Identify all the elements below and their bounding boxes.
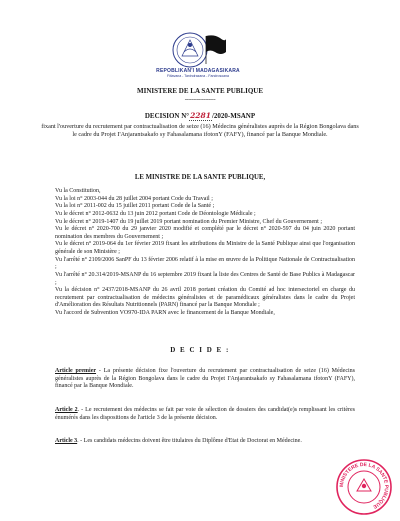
official-stamp-icon: [335, 458, 393, 516]
vu-item: Vu la Constitution,: [55, 188, 101, 194]
vus-list: [55, 188, 355, 318]
article-1-text: - La présente décision fixe l'ouverture du recrutement par contractualisation de seize (16) Médecins généralistes auprès de la Région Bongolava dans le cadre du Projet I'Anjarantsakafo sy Fahasalamana ifotonY (FAFY), financé par la Banque Mondiale.: [55, 368, 355, 390]
stamp-text: MINISTERE DE LA SANTE PUBLIQUE: [338, 461, 390, 510]
decision-suffix: /2020-MSANP: [211, 112, 256, 120]
decision-number: [0, 111, 400, 121]
vu-item: Vu l'arrêté n° 20.314/2019-MSANP du 16 septembre 2019 fixant la liste des Centres de Santé de Base Publics à Madagascar ;: [55, 271, 355, 286]
flag-icon: [206, 35, 226, 64]
article-3-head: Article 3: [55, 438, 78, 444]
republic-name: REPOBLIKAN'I MADAGASIKARA: [156, 68, 240, 74]
article-2: [55, 407, 355, 422]
national-emblem: [168, 30, 228, 70]
article-3-text: . - Les candidats médecins doivent être titulaires du Diplôme d'Etat de Doctorat en Médecine.: [77, 438, 302, 444]
decision-prefix: DECISION N°: [144, 112, 190, 120]
separator-line: ------------------: [184, 97, 216, 103]
minister-heading: LE MINISTRE DE LA SANTE PUBLIQUE,: [134, 174, 266, 181]
vu-item: Vu l'accord de Subvention VO970-IDA PARN avec le financement de la Banque Mondiale,: [55, 310, 275, 316]
handwritten-number: 2281: [190, 111, 211, 120]
vu-item: Vu le décret n° 2019-1407 du 19 juillet 2019 portant nomination du Premier Ministre, Chef du Gouvernement ;: [55, 218, 322, 225]
madagascar-seal-emblem-icon: [168, 30, 228, 70]
article-1: [55, 368, 355, 391]
article-1-head: Article premier: [55, 368, 97, 374]
decide-heading: D E C I D E :: [170, 346, 230, 354]
article-2-text: . - Le recrutement des médecins se fait par voie de sélection de dossiers des candidat(e)s remplissant les critères énumérés dans les dispositions de l'article 3 de la présente décision.: [55, 407, 355, 421]
vu-item: Vu la loi n° 2011-002 du 15 juillet 2011 portant Code de la Santé ;: [55, 203, 215, 210]
vu-item: Vu le décret n° 2019-064 du 1er février 2019 fixant les attributions du Ministre de la Santé Publique ainsi que l'organisation générale de son Ministère ;: [55, 241, 355, 255]
ministry-title: MINISTERE DE LA SANTE PUBLIQUE: [136, 87, 264, 95]
vu-item: Vu le décret n° 2020-700 du 29 janvier 2020 modifié et complété par le décret n° 2020-597 du 04 juin 2020 portant nomination des membres du Gouvernement ;: [55, 226, 355, 240]
vu-item: Vu l'arrêté n° 2109/2006 SanPF du 13 février 2006 relatif à la mise en œuvre de la Politique Nationale de Contractualisation ;: [55, 256, 355, 271]
article-2-head: Article 2: [55, 407, 78, 413]
article-3: [55, 438, 355, 446]
vu-item: Vu le décret n° 2012-0632 du 13 juin 2012 portant Code de Déontologie Médicale ;: [55, 210, 256, 217]
ministry-stamp: [335, 458, 393, 516]
vu-item: Vu la décision n° 2437/2018-MSANP du 26 avril 2018 portant création du Comité ad hoc intersectoriel en charge du recrutement par contractualisation de médecins généralistes et de paramédicaux généralistes dans le cadre du Projet d'Amélioration des Résultats Nutritionnels (PARN) financé par la Banque Mondiale ;: [55, 287, 355, 309]
national-motto: Fitiavana - Tanindrazana - Fandrosoana: [166, 74, 229, 78]
decision-subject: fixant l'ouverture du recrutement par contractualisation de seize (16) Médecins généralistes auprès de la Région Bongolava dans le cadre du Projet I'Anjarantsakafo sy Fahasalamana ifotonY (FAFY), financé par la Banque Mondiale.: [41, 123, 359, 138]
vu-item: Vu la loi n° 2003-044 du 28 juillet 2004 portant Code du Travail ;: [55, 195, 213, 202]
